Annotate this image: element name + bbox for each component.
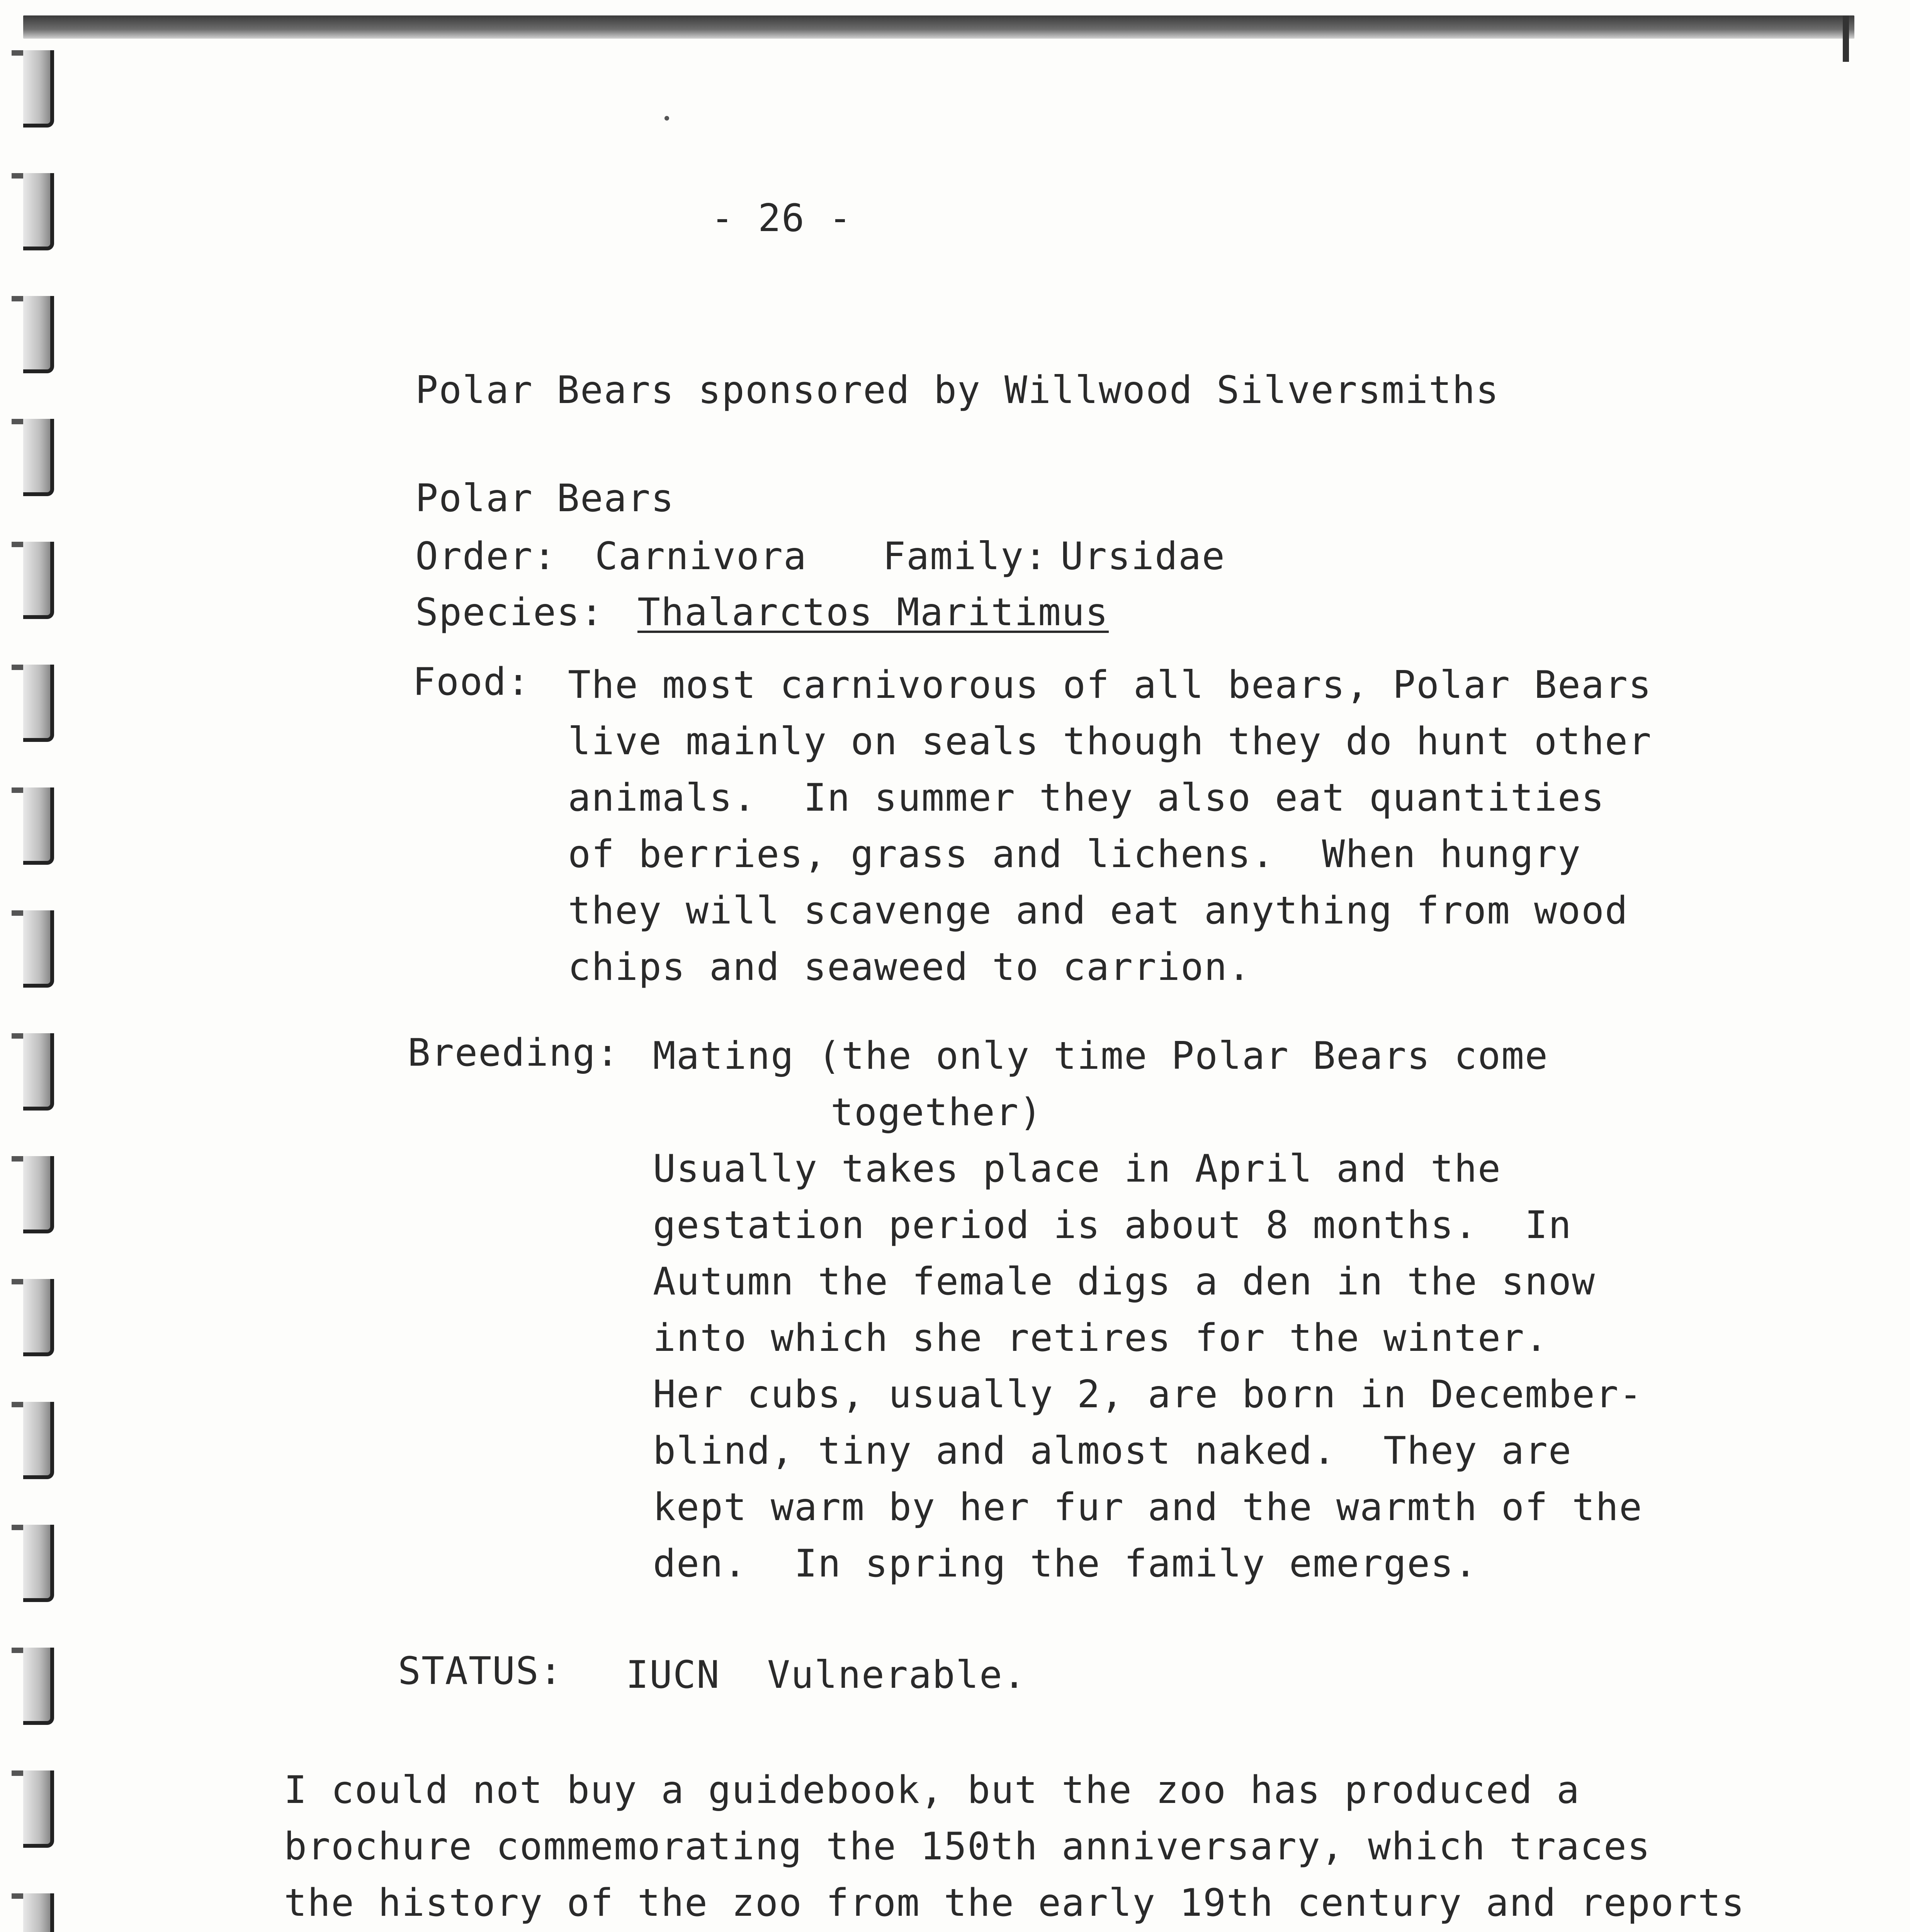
- breeding-heading-continuation: together): [831, 1090, 1043, 1134]
- breeding-label: Breeding:: [408, 1031, 620, 1075]
- breeding-line: Autumn the female digs a den in the snow: [653, 1260, 1596, 1304]
- binding-ring: [12, 1525, 54, 1602]
- food-line: chips and seaweed to carrion.: [568, 945, 1252, 989]
- scan-corner-mark: [1843, 15, 1849, 62]
- binding-ring: [12, 1156, 54, 1233]
- status-value: IUCN Vulnerable.: [626, 1653, 1027, 1697]
- breeding-description: [653, 1028, 1643, 1592]
- binding-ring: [12, 1648, 54, 1725]
- binding-ring-body: [23, 665, 54, 742]
- binding-ring-body: [23, 910, 54, 988]
- binding-ring-body: [23, 296, 54, 373]
- binding-ring: [12, 665, 54, 742]
- body-line: I could not buy a guidebook, but the zoo has produced a: [284, 1768, 1580, 1812]
- binding-ring: [12, 1033, 54, 1111]
- binding-ring-body: [23, 1156, 54, 1233]
- binding-ring: [12, 296, 54, 373]
- food-line: live mainly on seals though they do hunt other: [568, 719, 1652, 764]
- family-label: Family:: [883, 534, 1048, 578]
- body-line: the history of the zoo from the early 19th century and reports: [284, 1881, 1745, 1925]
- food-line: they will scavenge and eat anything from wood: [568, 889, 1629, 933]
- order-value: Carnivora: [595, 534, 807, 578]
- binding-ring-body: [23, 50, 54, 128]
- breeding-line: Her cubs, usually 2, are born in December-: [653, 1372, 1643, 1417]
- binding-ring: [12, 173, 54, 250]
- binding-ring: [12, 1770, 54, 1848]
- binding-ring: [12, 419, 54, 496]
- binding-ring-body: [23, 1525, 54, 1602]
- food-line: The most carnivorous of all bears, Polar Bears: [568, 663, 1652, 707]
- binding-ring-body: [23, 173, 54, 250]
- binding-ring: [12, 50, 54, 128]
- food-description: [568, 657, 1652, 995]
- food-label: Food:: [413, 660, 531, 704]
- family-value: Ursidae: [1060, 534, 1226, 578]
- scan-speck: [664, 116, 669, 121]
- binding-ring: [12, 542, 54, 619]
- binding-ring-body: [23, 542, 54, 619]
- binding-ring: [12, 1279, 54, 1356]
- binding-ring-body: [23, 419, 54, 496]
- binding-ring-body: [23, 787, 54, 865]
- binding-ring-body: [23, 1033, 54, 1111]
- binding-ring-body: [23, 1279, 54, 1356]
- scan-top-edge: [23, 15, 1854, 39]
- breeding-line: blind, tiny and almost naked. They are: [653, 1429, 1572, 1473]
- binding-ring: [12, 1893, 54, 1932]
- food-line: of berries, grass and lichens. When hungry: [568, 832, 1582, 876]
- binding-ring-body: [23, 1893, 54, 1932]
- breeding-line: kept warm by her fur and the warmth of the: [653, 1485, 1643, 1529]
- animal-common-name: Polar Bears: [415, 476, 675, 520]
- binding-ring: [12, 910, 54, 988]
- binding-ring-body: [23, 1770, 54, 1848]
- species-label: Species:: [415, 590, 604, 634]
- binding-ring: [12, 1402, 54, 1479]
- breeding-line: gestation period is about 8 months. In: [653, 1203, 1572, 1247]
- spiral-binding: [0, 50, 73, 1932]
- breeding-line: Usually takes place in April and the: [653, 1147, 1502, 1191]
- binding-ring: [12, 787, 54, 865]
- breeding-heading-line: Mating (the only time Polar Bears come: [653, 1034, 1549, 1078]
- sponsor-line: Polar Bears sponsored by Willwood Silversmiths: [415, 368, 1500, 412]
- body-line: brochure commemorating the 150th anniversary, which traces: [284, 1825, 1651, 1869]
- breeding-line: into which she retires for the winter.: [653, 1316, 1549, 1360]
- species-scientific-name: Thalarctos Maritimus: [637, 590, 1109, 634]
- status-label: STATUS:: [398, 1649, 563, 1693]
- food-line: animals. In summer they also eat quantities: [568, 776, 1605, 820]
- breeding-line: den. In spring the family emerges.: [653, 1542, 1478, 1586]
- order-label: Order:: [415, 534, 557, 578]
- page-number: - 26 -: [711, 196, 853, 240]
- binding-ring-body: [23, 1648, 54, 1725]
- binding-ring-body: [23, 1402, 54, 1479]
- body-paragraph: [284, 1762, 1745, 1932]
